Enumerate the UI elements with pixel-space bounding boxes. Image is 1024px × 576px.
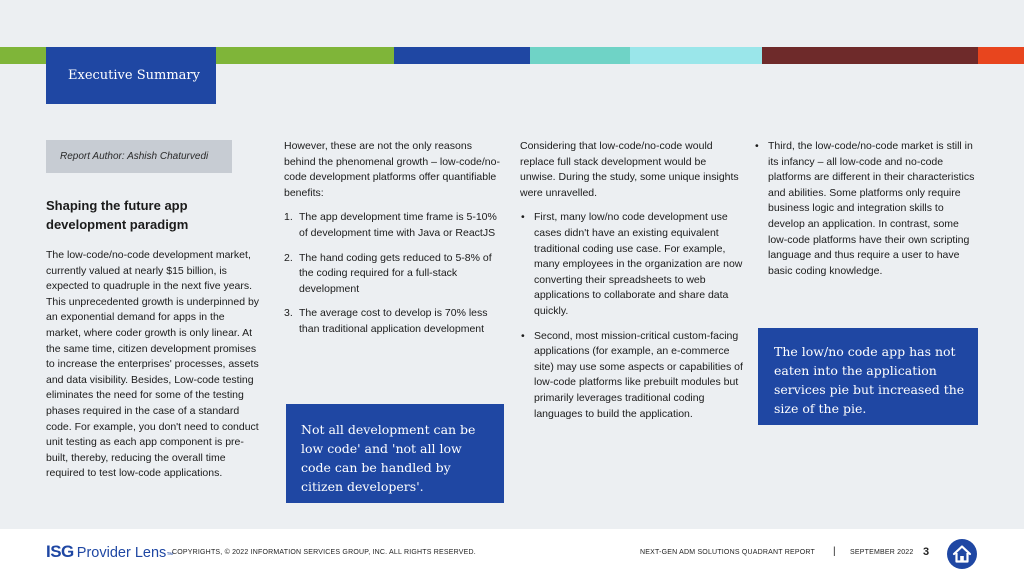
report-date: SEPTEMBER 2022 [850,549,914,556]
home-icon [947,539,977,569]
author-box [46,140,232,173]
insights-list [520,210,744,422]
callout-box-low-code-quote [286,404,504,503]
benefit-text: The hand coding gets reduced to 5-8% of the coding required for a full-stack development [299,251,492,295]
benefit-item [284,251,502,298]
column-2 [284,139,502,338]
stripe-segment-teal [530,47,630,64]
stripe-segment-light-cyan [630,47,762,64]
bullet-dot: • [521,329,525,342]
benefit-text: The average cost to develop is 70% less than traditional application development [299,307,488,335]
logo-trademark: ™ [166,552,174,559]
callout-box-pie-quote [758,328,978,425]
page-number: 3 [923,546,930,558]
copyright-text: COPYRIGHTS, © 2022 INFORMATION SERVICES GROUP, INC. ALL RIGHTS RESERVED. [172,549,476,556]
section-tab-executive-summary[interactable] [46,47,216,104]
stripe-segment-maroon [762,47,978,64]
insight-text: Second, most mission-critical custom-facing applications (for example, an e-commerce site) may use some aspects or capabilities of low-code platforms like prebuilt modules but primarily leverages traditional coding languages to build the application. [534,329,743,420]
stripe-segment-green-1 [0,47,46,64]
footer-separator: | [833,546,836,557]
benefits-list [284,210,502,337]
stripe-segment-orange [978,47,1024,64]
column-1 [46,248,262,482]
benefit-number: 2. [284,251,293,264]
bullet-dot: • [521,211,525,224]
section-heading: Shaping the future app development paradigm [46,198,189,232]
report-title: NEXT-GEN ADM SOLUTIONS QUADRANT REPORT [640,549,815,556]
author-label: Report Author: Ashish Chaturvedi [60,151,209,162]
col3-intro: Considering that low-code/no-code would replace full stack development would be unwise. During the study, some unique insights were unravelled. [520,140,739,199]
benefit-item [284,210,502,241]
col1-paragraph: The low-code/no-code development market, currently valued at nearly $15 billion, is expected to quadruple in the next five years. This unprecedented growth is underpinned by an exponential demand for apps in the market, where coder growth is only linear. At the same time, citizen development promises to increase the enterprises' processes, assets and data visibility. Besides, Low-code testing eliminates the need for some of the testing phases required in the case of a standard code. For example, you don't need to conduct unit testing as each app component is pre-built, thereby, reducing the overall time required to test low-code applications. [46,249,260,480]
bullet-dot: • [755,140,759,152]
logo-provider-lens-wordmark: Provider Lens [76,545,167,561]
home-button[interactable] [947,539,977,569]
col2-intro: However, these are not the only reasons behind the phenomenal growth – low-code/no-code development platforms offer quantifiable benefits: [284,140,500,199]
section-tab-label: Executive Summary [68,68,200,83]
benefit-number: 3. [284,307,293,320]
insight-text: First, many low/no code development use cases didn't have an existing equivalent traditional coding use case. For example, many employees in the organization are now converting their spreadsheets to web applications to collaborate and share data quickly. [534,211,743,317]
insight-text: Third, the low-code/no-code market is still in its infancy – all low-code and no-code platforms are different in their characteristics and abilities. Some platforms only require business logic and integration skills to develop an application. In contrast, some low-code platforms have their own scripting language and thus require a user to have basic coding knowledge. [768,140,975,277]
insight-item [520,210,744,319]
benefit-number: 1. [284,211,293,224]
stripe-segment-blue [394,47,530,64]
column-3 [520,139,744,422]
insight-item [754,139,980,279]
insight-item [520,329,744,423]
isg-provider-lens-logo [46,542,173,562]
column-4 [754,139,980,279]
logo-isg-wordmark: ISG [46,542,74,561]
callout-text: The low/no code app has not eaten into the application services pie but increased the size of the pie. [774,344,965,416]
callout-text: Not all development can be low code' and 'not all low code can be handled by citizen developers'. [301,422,476,494]
benefit-text: The app development time frame is 5-10% of development time with Java or ReactJS [299,211,497,239]
insights-list-continued [754,139,980,279]
benefit-item [284,306,502,337]
